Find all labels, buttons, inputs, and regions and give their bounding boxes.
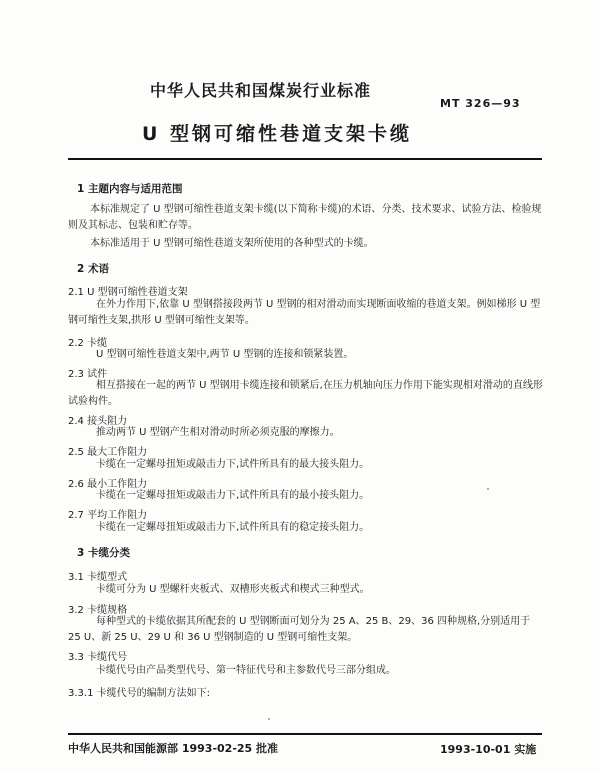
term-2-2-title: 2.2 卡缆 — [68, 338, 108, 349]
section-2-heading: 2 术语 — [77, 263, 109, 275]
bottom-rule — [68, 733, 542, 735]
term-2-1-title: 2.1 U 型钢可缩性巷道支架 — [68, 287, 188, 298]
clause-3-2-text: 每种型式的卡缆依据其所配套的 U 型钢断面可划分为 25 A、25 B、29、36 四种规格,分别适用于 25 U、新 25 U、29 U 和 36 U 型钢制造的 U 型钢可缩性支架。 — [68, 616, 531, 643]
section-1-paragraph-1: 本标准规定了 U 型钢可缩性巷道支架卡缆(以下简称卡缆)的术语、分类、技术要求、试验方法、检验规则及其标志、包装和贮存等。 — [68, 204, 542, 231]
term-2-7-text: 卡缆在一定螺母扭矩或敲击力下,试件所具有的稳定接头阻力。 — [96, 522, 370, 533]
standard-number: MT 326—93 — [440, 97, 521, 110]
document-title: U 型钢可缩性巷道支架卡缆 — [142, 123, 413, 145]
scan-speck — [268, 718, 270, 720]
clause-3-3-text: 卡缆代号由产品类型代号、第一特征代号和主参数代号三部分组成。 — [96, 665, 396, 676]
term-2-6-text: 卡缆在一定螺母扭矩或敲击力下,试件所具有的最小接头阻力。 — [96, 490, 370, 501]
term-2-3-text: 相互搭接在一起的两节 U 型钢用卡缆连接和锁紧后,在压力机轴向压力作用下能实现相对滑动的直线形试验构件。 — [68, 380, 543, 407]
term-2-2-text: U 型钢可缩性巷道支架中,两节 U 型钢的连接和锁紧装置。 — [96, 349, 354, 360]
term-2-3-title: 2.3 试件 — [68, 369, 108, 380]
term-2-4-text: 推动两节 U 型钢产生相对滑动时所必须克服的摩擦力。 — [96, 427, 340, 438]
effective-date: 1993-10-01 实施 — [440, 743, 537, 756]
section-3-heading: 3 卡缆分类 — [77, 547, 130, 559]
top-rule — [68, 158, 542, 160]
term-2-4-title: 2.4 接头阻力 — [68, 416, 128, 427]
term-2-5-title: 2.5 最大工作阻力 — [68, 447, 148, 458]
clause-3-3-title: 3.3 卡缆代号 — [68, 652, 128, 663]
clause-3-2-title: 3.2 卡缆规格 — [68, 605, 128, 616]
clause-3-1-text: 卡缆可分为 U 型螺杆夹板式、双槽形夹板式和楔式三种型式。 — [96, 584, 370, 595]
term-2-1-text: 在外力作用下,依靠 U 型钢搭接段两节 U 型钢的相对滑动而实现断面收缩的巷道支架。例如梯形 U 型钢可缩性支架,拱形 U 型钢可缩性支架等。 — [68, 299, 541, 326]
clause-3-3-1-title: 3.3.1 卡缆代号的编制方法如下: — [68, 688, 210, 699]
approval-line: 中华人民共和国能源部 1993-02-25 批准 — [68, 742, 279, 755]
section-1-paragraph-2: 本标准适用于 U 型钢可缩性巷道支架所使用的各种型式的卡缆。 — [90, 238, 374, 249]
clause-3-1-title: 3.1 卡缆型式 — [68, 572, 128, 583]
section-1-heading: 1 主题内容与适用范围 — [77, 183, 183, 195]
term-2-5-text: 卡缆在一定螺母扭矩或敲击力下,试件所具有的最大接头阻力。 — [96, 459, 370, 470]
term-2-7-title: 2.7 平均工作阻力 — [68, 510, 148, 521]
term-2-6-title: 2.6 最小工作阻力 — [68, 479, 148, 490]
scan-speck — [487, 488, 489, 490]
issuing-body: 中华人民共和国煤炭行业标准 — [150, 81, 372, 100]
